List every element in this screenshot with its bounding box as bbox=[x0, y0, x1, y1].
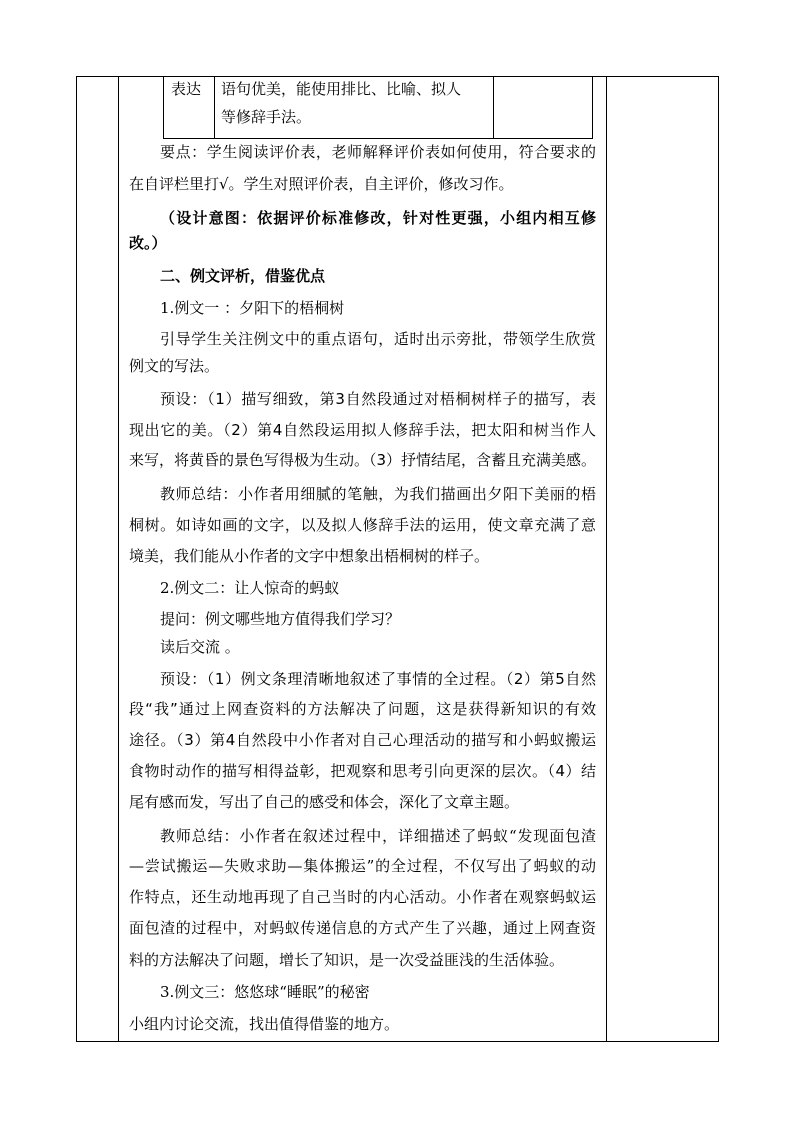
summary-line: 作特点，还生动地再现了自己当时的内心活动。小作者在观察蚂蚁运 bbox=[129, 888, 596, 906]
design-intent-line: 改。） bbox=[129, 234, 167, 252]
column-divider-left bbox=[118, 76, 119, 1042]
summary-line: 料的方法解决了问题，增长了知识，是一次受益匪浅的生活体验。 bbox=[129, 951, 565, 969]
summary-line: 境美，我们能从小作者的文字中想象出梧桐树的样子。 bbox=[129, 547, 490, 565]
paragraph-line: 例文的写法。 bbox=[129, 357, 220, 375]
self-eval-cell-divider bbox=[493, 76, 494, 138]
paragraph-line: 段“我”通过上网查资料的方法解决了问题，这是获得新知识的有效 bbox=[129, 700, 596, 718]
column-divider-right bbox=[606, 76, 607, 1042]
example-title: 1.例文一 ：夕阳下的梧桐树 bbox=[160, 299, 345, 317]
section-heading: 二、例文评析，借鉴优点 bbox=[160, 267, 326, 285]
paragraph-line: 引导学生关注例文中的重点语句，适时出示旁批，带领学生欣赏 bbox=[160, 330, 596, 348]
summary-line: 教师总结：小作者用细腻的笔触，为我们描画出夕阳下美丽的梧 bbox=[160, 485, 596, 503]
paragraph-line: 预设：（1）描写细致，第3自然段通过对梧桐树样子的描写，表 bbox=[160, 390, 596, 408]
design-intent-line: （设计意图：依据评价标准修改，针对性更强，小组内相互修 bbox=[160, 209, 596, 227]
paragraph-line: 现出它的美。（2）第4自然段运用拟人修辞手法，把太阳和树当作人 bbox=[129, 421, 596, 439]
criteria-line: 语句优美，能使用排比、比喻、拟人 bbox=[221, 80, 462, 98]
summary-line: 教师总结：小作者在叙述过程中，详细描述了蚂蚁“发现面包渣 bbox=[160, 827, 596, 845]
criteria-line: 等修辞手法。 bbox=[221, 108, 312, 126]
summary-line: —尝试搬运—失败求助—集体搬运”的全过程，不仅写出了蚂蚁的动 bbox=[129, 857, 596, 875]
key-points-line: 要点：学生阅读评价表，老师解释评价表如何使用，符合要求的 bbox=[160, 143, 596, 161]
paragraph-line: 读后交流 。 bbox=[160, 638, 240, 656]
summary-line: 面包渣的过程中，对蚂蚁传递信息的方式产生了兴趣，通过上网查资 bbox=[129, 919, 596, 937]
paragraph-line: 来写，将黄昏的景色写得极为生动。（3）抒情结尾，含蓄且充满美感。 bbox=[129, 451, 597, 469]
label-expression: 表达 bbox=[171, 80, 202, 98]
summary-line: 桐树。如诗如画的文字，以及拟人修辞手法的运用，使文章充满了意 bbox=[129, 516, 596, 534]
paragraph-line: 预设：（1）例文条理清晰地叙述了事情的全过程。（2）第5自然 bbox=[160, 670, 596, 688]
key-points-line: 在自评栏里打√。学生对照评价表，自主评价，修改习作。 bbox=[129, 175, 514, 193]
paragraph-line: 提问：例文哪些地方值得我们学习？ bbox=[160, 610, 401, 628]
paragraph-line: 食物时动作的描写相得益彰，把观察和思考引向更深的层次。（4）结 bbox=[129, 762, 596, 780]
example-title: 2.例文二：让人惊奇的蚂蚁 bbox=[160, 579, 340, 597]
paragraph-line: 途径。（3）第4自然段中小作者对自己心理活动的描写和小蚂蚁搬运 bbox=[129, 731, 596, 749]
example-title: 3.例文三：悠悠球“睡眠”的秘密 bbox=[160, 983, 370, 1001]
paragraph-line: 尾有感而发，写出了自己的感受和体会，深化了文章主题。 bbox=[129, 793, 520, 811]
paragraph-line: 小组内讨论交流，找出值得借鉴的地方。 bbox=[129, 1015, 400, 1033]
